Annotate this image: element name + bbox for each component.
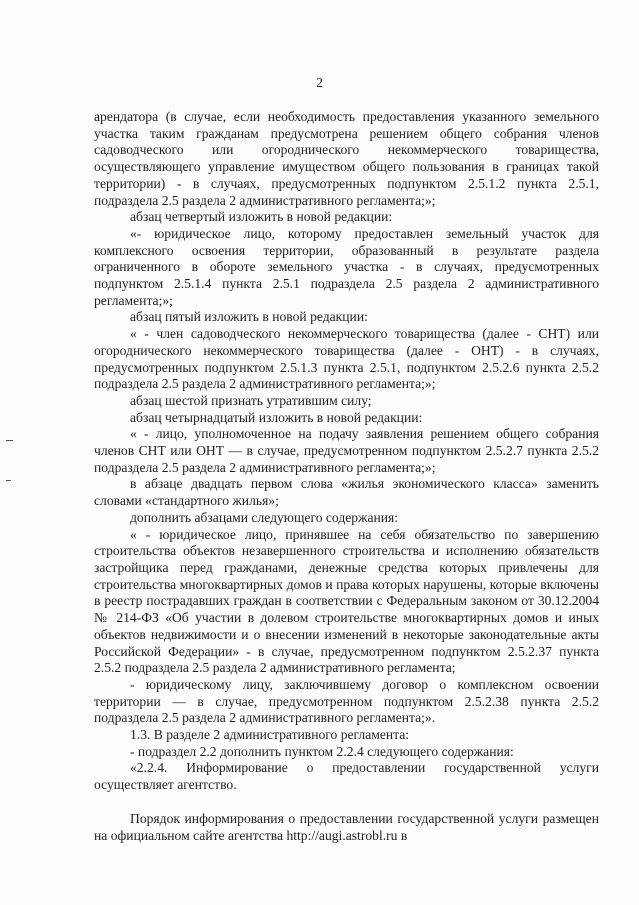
paragraph: абзац четвертый изложить в новой редакции: [130, 209, 393, 225]
document-body [94, 109, 599, 844]
paragraph: « - лицо, уполномоченное на подачу заявления решением общего собрания членов СНТ или ОНТ — в случае, предусмотренном подпунктом 2.5.2.7 пункта 2.5.2 подраздела 2.5 раздела 2 административного регламента;»; [94, 426, 599, 475]
paragraph: - юридическому лицу, заключившему договор о комплексном освоении территории — в случае, предусмотренном подпунктом 2.5.2.38 пункта 2.5.2 подраздела 2.5 раздела 2 административного регламента;». [94, 676, 599, 726]
paragraph: Порядок информирования о предоставлении государственной услуги размещен на официальном сайте агентства http://augi.astrobl.ru в [94, 810, 599, 843]
paragraph: абзац пятый изложить в новой редакции: [130, 309, 368, 325]
paragraph: 1.3. В разделе 2 административного регламента: [130, 727, 410, 743]
paragraph: дополнить абзацами следующего содержания: [130, 509, 399, 525]
margin-mark [6, 480, 11, 481]
paragraph: «2.2.4. Информирование о предоставлении государственной услуги осуществляет агентство. [94, 760, 599, 793]
margin-mark [6, 440, 13, 441]
paragraph: абзац шестой признать утратившим силу; [130, 392, 372, 408]
paragraph: «- юридическое лицо, которому предоставлен земельный участок для комплексного освоения территории, образованный в результате раздела ограниченного в обороте земельного участка - в случаях, предусмотренных подпунктом 2.5.1.4 пункта 2.5.1 подраздела 2.5 раздела 2 административного регламента;»; [94, 225, 599, 308]
paragraph: абзац четырнадцатый изложить в новой редакции: [130, 409, 423, 425]
paragraph: в абзаце двадцать первом слова «жилья экономического класса» заменить словами «стандартного жилья»; [94, 476, 599, 509]
paragraph: арендатора (в случае, если необходимость предоставления указанного земельного участка таким гражданам предусмотрена решением общего собрания членов садоводческого или огороднического некоммерческого товарищества, осуществляющего управление имуществом общего пользования в границах такой территории) - в случаях, предусмотренных подпунктом 2.5.1.2 пункта 2.5.1, подраздела 2.5 раздела 2 административного регламента;»; [94, 109, 599, 208]
paragraph: « - юридическое лицо, принявшее на себя обязательство по завершению строительства объектов незавершенного строительства и исполнению обязательств застройщика перед гражданами, денежные средства которых привлечены для строительства многоквартирных домов и права которых нарушены, которые включены в реестр пострадавших граждан в соответствии с Федеральным законом от 30.12.2004 № 214-ФЗ «Об участии в долевом строительстве многоквартирных домов и иных объектов недвижимости и о внесении изменений в некоторые законодательные акты Российской Федерации» - в случае, предусмотренном подпунктом 2.5.2.37 пункта 2.5.2 подраздела 2.5 раздела 2 административного регламента; [94, 526, 599, 676]
page-number: 2 [316, 76, 323, 91]
paragraph: « - член садоводческого некоммерческого товарищества (далее - СНТ) или огороднического некоммерческого товарищества (далее - ОНТ) - в случаях, предусмотренных подпунктом 2.5.1.3 пункта 2.5.1, подпунктом 2.5.2.6 пункта 2.5.2 подраздела 2.5 раздела 2 административного регламента;»; [94, 326, 599, 392]
paragraph: - подраздел 2.2 дополнить пунктом 2.2.4 следующего содержания: [130, 743, 514, 759]
